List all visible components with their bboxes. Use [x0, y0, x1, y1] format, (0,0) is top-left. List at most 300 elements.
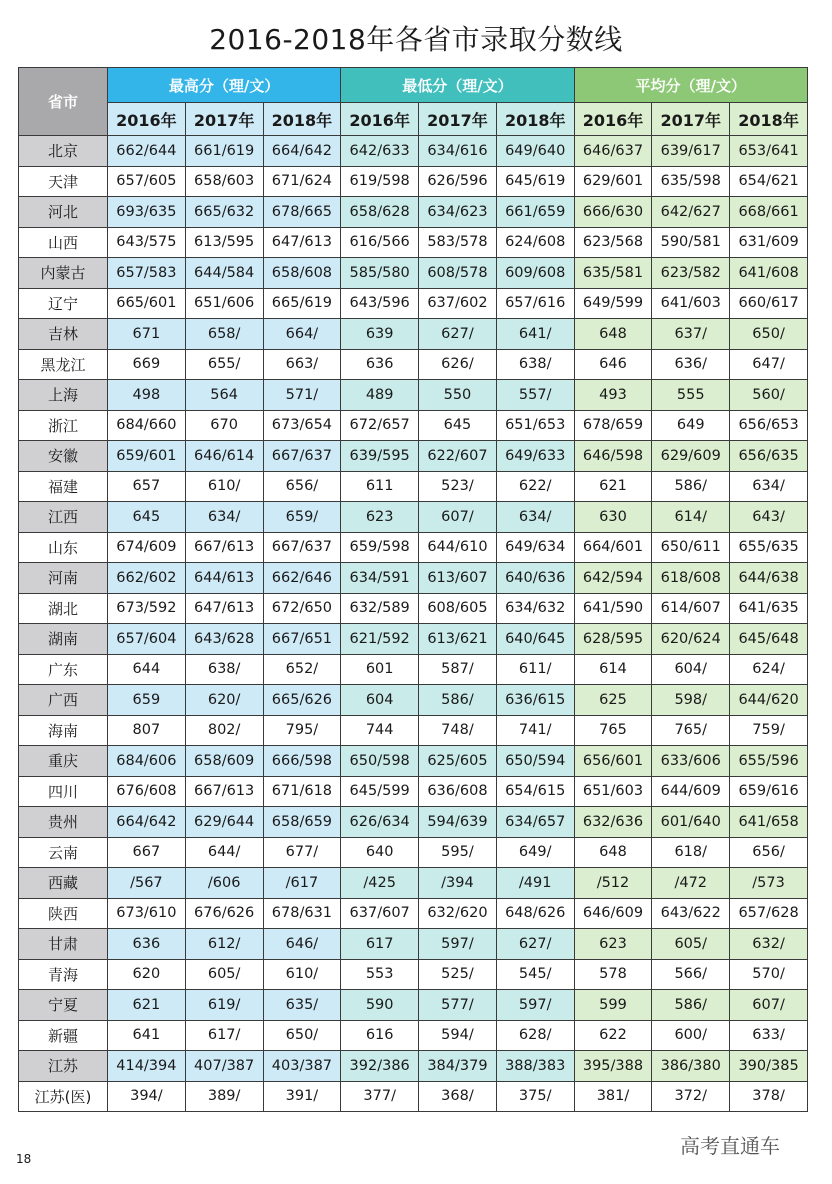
score-cell: 665/626 — [263, 685, 341, 716]
score-cell: 523/ — [419, 471, 497, 502]
score-cell: 586/ — [652, 990, 730, 1021]
score-cell: 665/601 — [108, 288, 186, 319]
score-cell: 646/609 — [574, 898, 652, 929]
score-cell: 647/613 — [185, 593, 263, 624]
score-cell: 655/596 — [730, 746, 808, 777]
score-cell: 632/636 — [574, 807, 652, 838]
score-cell: 656/601 — [574, 746, 652, 777]
score-cell: 665/632 — [185, 197, 263, 228]
score-cell: 660/617 — [730, 288, 808, 319]
score-cell: 634/632 — [496, 593, 574, 624]
table-body — [19, 136, 808, 1112]
score-cell: 595/ — [419, 837, 497, 868]
score-cell: 633/606 — [652, 746, 730, 777]
score-cell: 614 — [574, 654, 652, 685]
score-cell: 658/608 — [263, 258, 341, 289]
table-row — [19, 136, 808, 167]
province-cell: 重庆 — [19, 746, 108, 777]
table-row — [19, 563, 808, 594]
score-cell: 645 — [419, 410, 497, 441]
table-row — [19, 227, 808, 258]
score-cell: 545/ — [496, 959, 574, 990]
score-cell: 564 — [185, 380, 263, 411]
table-row — [19, 807, 808, 838]
score-cell: 656/635 — [730, 441, 808, 472]
score-cell: /472 — [652, 868, 730, 899]
year-header: 2017年 — [419, 103, 497, 136]
score-cell: 626/634 — [341, 807, 419, 838]
score-cell: 673/654 — [263, 410, 341, 441]
score-cell: 658/ — [185, 319, 263, 350]
score-cell: 639/617 — [652, 136, 730, 167]
score-cell: /606 — [185, 868, 263, 899]
group-header-row — [19, 68, 808, 103]
score-cell: 395/388 — [574, 1051, 652, 1082]
score-cell: 622/607 — [419, 441, 497, 472]
table-row — [19, 715, 808, 746]
score-cell: 765/ — [652, 715, 730, 746]
score-cell: 610/ — [263, 959, 341, 990]
score-cell: 616 — [341, 1020, 419, 1051]
score-cell: 669 — [108, 349, 186, 380]
table-row — [19, 502, 808, 533]
score-cell: 647/613 — [263, 227, 341, 258]
score-cell: /394 — [419, 868, 497, 899]
year-header: 2017年 — [185, 103, 263, 136]
score-cell: 639/595 — [341, 441, 419, 472]
score-cell: 678/659 — [574, 410, 652, 441]
score-cell: 617 — [341, 929, 419, 960]
min-score-group-header: 最低分（理/文） — [341, 68, 574, 103]
score-cell: 640/645 — [496, 624, 574, 655]
score-cell: 651/653 — [496, 410, 574, 441]
year-header-row — [19, 103, 808, 136]
score-cell: 659/601 — [108, 441, 186, 472]
table-row — [19, 1020, 808, 1051]
score-cell: 662/644 — [108, 136, 186, 167]
score-cell: 678/631 — [263, 898, 341, 929]
score-cell: 657/604 — [108, 624, 186, 655]
score-cell: 677/ — [263, 837, 341, 868]
score-cell: 583/578 — [419, 227, 497, 258]
score-cell: 627/ — [496, 929, 574, 960]
score-cell: 381/ — [574, 1081, 652, 1112]
table-row — [19, 776, 808, 807]
score-cell: /617 — [263, 868, 341, 899]
score-cell: 620/ — [185, 685, 263, 716]
table-row — [19, 898, 808, 929]
score-cell: 597/ — [496, 990, 574, 1021]
max-score-group-header: 最高分（理/文） — [108, 68, 341, 103]
table-row — [19, 959, 808, 990]
province-cell: 宁夏 — [19, 990, 108, 1021]
province-cell: 上海 — [19, 380, 108, 411]
score-cell: 610/ — [185, 471, 263, 502]
score-cell: 644 — [108, 654, 186, 685]
score-cell: 566/ — [652, 959, 730, 990]
score-cell: 391/ — [263, 1081, 341, 1112]
table-row — [19, 258, 808, 289]
table-row — [19, 441, 808, 472]
score-cell: 560/ — [730, 380, 808, 411]
score-cell: 384/379 — [419, 1051, 497, 1082]
score-cell: 641/608 — [730, 258, 808, 289]
score-cell: 748/ — [419, 715, 497, 746]
score-cell: 662/646 — [263, 563, 341, 594]
province-cell: 西藏 — [19, 868, 108, 899]
province-cell: 甘肃 — [19, 929, 108, 960]
year-header: 2016年 — [341, 103, 419, 136]
score-cell: 651/603 — [574, 776, 652, 807]
score-cell: 657/616 — [496, 288, 574, 319]
score-cell: 684/660 — [108, 410, 186, 441]
score-cell: /491 — [496, 868, 574, 899]
table-row — [19, 319, 808, 350]
score-cell: 658/628 — [341, 197, 419, 228]
score-cell: 657/628 — [730, 898, 808, 929]
score-cell: 643/596 — [341, 288, 419, 319]
table-row — [19, 929, 808, 960]
score-cell: 590 — [341, 990, 419, 1021]
province-cell: 浙江 — [19, 410, 108, 441]
score-cell: 656/ — [730, 837, 808, 868]
score-cell: 648/626 — [496, 898, 574, 929]
table-row — [19, 990, 808, 1021]
score-cell: 626/ — [419, 349, 497, 380]
score-cell: 605/ — [652, 929, 730, 960]
score-cell: 403/387 — [263, 1051, 341, 1082]
score-cell: 557/ — [496, 380, 574, 411]
score-cell: 644/620 — [730, 685, 808, 716]
score-cell: 389/ — [185, 1081, 263, 1112]
score-cell: 657 — [108, 471, 186, 502]
score-cell: 555 — [652, 380, 730, 411]
score-cell: 655/ — [185, 349, 263, 380]
province-cell: 江苏(医) — [19, 1081, 108, 1112]
province-cell: 广西 — [19, 685, 108, 716]
score-cell: 653/641 — [730, 136, 808, 167]
score-cell: 636 — [108, 929, 186, 960]
score-cell: 671 — [108, 319, 186, 350]
score-cell: 645 — [108, 502, 186, 533]
year-header: 2016年 — [108, 103, 186, 136]
avg-score-group-header: 平均分（理/文） — [574, 68, 807, 103]
score-cell: 613/607 — [419, 563, 497, 594]
score-cell: 394/ — [108, 1081, 186, 1112]
score-cell: 684/606 — [108, 746, 186, 777]
score-cell: 629/601 — [574, 166, 652, 197]
score-cell: 647/ — [730, 349, 808, 380]
score-cell: 659/616 — [730, 776, 808, 807]
score-cell: 650/ — [730, 319, 808, 350]
score-cell: 632/ — [730, 929, 808, 960]
score-cell: 633/ — [730, 1020, 808, 1051]
score-cell: 599 — [574, 990, 652, 1021]
score-cell: 651/606 — [185, 288, 263, 319]
score-cell: 608/578 — [419, 258, 497, 289]
score-cell: 613/595 — [185, 227, 263, 258]
score-cell: 634/623 — [419, 197, 497, 228]
score-cell: 759/ — [730, 715, 808, 746]
score-cell: 619/598 — [341, 166, 419, 197]
score-cell: 644/584 — [185, 258, 263, 289]
score-cell: 741/ — [496, 715, 574, 746]
score-cell: 623/568 — [574, 227, 652, 258]
score-cell: 663/ — [263, 349, 341, 380]
score-cell: 664/642 — [108, 807, 186, 838]
score-cell: 642/627 — [652, 197, 730, 228]
score-cell: 643/ — [730, 502, 808, 533]
score-cell: 641/ — [496, 319, 574, 350]
score-cell: 643/628 — [185, 624, 263, 655]
table-row — [19, 654, 808, 685]
table-row — [19, 1051, 808, 1082]
table-row — [19, 349, 808, 380]
score-cell: 616/566 — [341, 227, 419, 258]
year-header: 2017年 — [652, 103, 730, 136]
score-cell: 646/ — [263, 929, 341, 960]
score-cell: 657/583 — [108, 258, 186, 289]
province-cell: 山东 — [19, 532, 108, 563]
score-cell: 618/608 — [652, 563, 730, 594]
score-cell: 587/ — [419, 654, 497, 685]
year-header: 2018年 — [730, 103, 808, 136]
table-row — [19, 197, 808, 228]
score-cell: 636 — [341, 349, 419, 380]
score-cell: 667/637 — [263, 532, 341, 563]
score-cell: 621/592 — [341, 624, 419, 655]
score-cell: 634/ — [185, 502, 263, 533]
score-cell: 659/598 — [341, 532, 419, 563]
score-cell: 525/ — [419, 959, 497, 990]
score-cell: 802/ — [185, 715, 263, 746]
score-cell: 640 — [341, 837, 419, 868]
score-cell: 658/609 — [185, 746, 263, 777]
score-cell: 646/598 — [574, 441, 652, 472]
score-cell: 489 — [341, 380, 419, 411]
score-cell: 637/607 — [341, 898, 419, 929]
score-cell: 644/ — [185, 837, 263, 868]
score-cell: 659 — [108, 685, 186, 716]
score-cell: 577/ — [419, 990, 497, 1021]
score-cell: 661/659 — [496, 197, 574, 228]
score-cell: 600/ — [652, 1020, 730, 1051]
score-cell: 807 — [108, 715, 186, 746]
score-cell: 664/ — [263, 319, 341, 350]
province-column-header: 省市 — [19, 68, 108, 136]
score-cell: 612/ — [185, 929, 263, 960]
score-cell: 648 — [574, 319, 652, 350]
score-cell: 604/ — [652, 654, 730, 685]
score-cell: 654/615 — [496, 776, 574, 807]
table-row — [19, 1081, 808, 1112]
table-row — [19, 624, 808, 655]
score-cell: 667/613 — [185, 532, 263, 563]
score-cell: 622 — [574, 1020, 652, 1051]
province-cell: 贵州 — [19, 807, 108, 838]
score-cell: 678/665 — [263, 197, 341, 228]
score-cell: 670 — [185, 410, 263, 441]
score-cell: 578 — [574, 959, 652, 990]
score-cell: 570/ — [730, 959, 808, 990]
province-cell: 福建 — [19, 471, 108, 502]
score-cell: 649/640 — [496, 136, 574, 167]
table-row — [19, 532, 808, 563]
score-cell: 638/ — [185, 654, 263, 685]
score-cell: 650/611 — [652, 532, 730, 563]
score-cell: 795/ — [263, 715, 341, 746]
score-cell: 386/380 — [652, 1051, 730, 1082]
table-row — [19, 166, 808, 197]
province-cell: 四川 — [19, 776, 108, 807]
score-cell: 632/589 — [341, 593, 419, 624]
score-cell: 637/602 — [419, 288, 497, 319]
score-cell: 571/ — [263, 380, 341, 411]
province-cell: 河北 — [19, 197, 108, 228]
score-cell: /573 — [730, 868, 808, 899]
score-cell: 636/615 — [496, 685, 574, 716]
score-cell: 666/630 — [574, 197, 652, 228]
score-cell: 377/ — [341, 1081, 419, 1112]
score-cell: 666/598 — [263, 746, 341, 777]
table-row — [19, 380, 808, 411]
score-cell: 644/610 — [419, 532, 497, 563]
score-cell: 641/590 — [574, 593, 652, 624]
score-cell: 668/661 — [730, 197, 808, 228]
score-cell: 642/594 — [574, 563, 652, 594]
score-cell: 672/657 — [341, 410, 419, 441]
score-cell: 644/609 — [652, 776, 730, 807]
score-cell: 598/ — [652, 685, 730, 716]
score-cell: 628/595 — [574, 624, 652, 655]
score-cell: 672/650 — [263, 593, 341, 624]
score-cell: 656/ — [263, 471, 341, 502]
score-cell: 550 — [419, 380, 497, 411]
province-cell: 湖南 — [19, 624, 108, 655]
score-cell: 641 — [108, 1020, 186, 1051]
score-cell: 665/619 — [263, 288, 341, 319]
score-cell: 650/ — [263, 1020, 341, 1051]
score-cell: 608/605 — [419, 593, 497, 624]
score-cell: 657/605 — [108, 166, 186, 197]
score-cell: 649/634 — [496, 532, 574, 563]
score-cell: 493 — [574, 380, 652, 411]
score-cell: 667/613 — [185, 776, 263, 807]
score-cell: 636/608 — [419, 776, 497, 807]
score-cell: 654/621 — [730, 166, 808, 197]
score-cell: 673/610 — [108, 898, 186, 929]
score-cell: 646 — [574, 349, 652, 380]
score-cell: 498 — [108, 380, 186, 411]
page-number: 18 — [16, 1152, 32, 1166]
score-cell: 671/618 — [263, 776, 341, 807]
score-cell: 630 — [574, 502, 652, 533]
score-cell: 601/640 — [652, 807, 730, 838]
score-cell: 604 — [341, 685, 419, 716]
score-cell: 629/644 — [185, 807, 263, 838]
watermark-text: 高考直通车 — [680, 1134, 780, 1158]
score-cell: 388/383 — [496, 1051, 574, 1082]
table-row — [19, 837, 808, 868]
score-cell: 642/633 — [341, 136, 419, 167]
score-cell: 620 — [108, 959, 186, 990]
score-cell: /567 — [108, 868, 186, 899]
score-cell: 617/ — [185, 1020, 263, 1051]
score-cell: 594/ — [419, 1020, 497, 1051]
score-cell: 611 — [341, 471, 419, 502]
table-row — [19, 471, 808, 502]
table-row — [19, 288, 808, 319]
score-cell: 641/603 — [652, 288, 730, 319]
score-cell: 597/ — [419, 929, 497, 960]
score-cell: 407/387 — [185, 1051, 263, 1082]
score-cell: 601 — [341, 654, 419, 685]
score-cell: 676/608 — [108, 776, 186, 807]
province-cell: 江苏 — [19, 1051, 108, 1082]
score-cell: 676/626 — [185, 898, 263, 929]
score-cell: 648 — [574, 837, 652, 868]
province-cell: 黑龙江 — [19, 349, 108, 380]
province-cell: 青海 — [19, 959, 108, 990]
score-cell: 607/ — [419, 502, 497, 533]
table-row — [19, 868, 808, 899]
score-cell: 659/ — [263, 502, 341, 533]
score-cell: 645/648 — [730, 624, 808, 655]
score-cell: 639 — [341, 319, 419, 350]
score-cell: 414/394 — [108, 1051, 186, 1082]
score-cell: 641/658 — [730, 807, 808, 838]
score-cell: 619/ — [185, 990, 263, 1021]
score-cell: 673/592 — [108, 593, 186, 624]
score-cell: 390/385 — [730, 1051, 808, 1082]
score-cell: 634/591 — [341, 563, 419, 594]
score-cell: 628/ — [496, 1020, 574, 1051]
admission-score-table — [18, 67, 808, 1112]
score-cell: 652/ — [263, 654, 341, 685]
score-cell: 624/ — [730, 654, 808, 685]
score-cell: 664/601 — [574, 532, 652, 563]
year-header: 2018年 — [263, 103, 341, 136]
table-row — [19, 410, 808, 441]
score-cell: 614/ — [652, 502, 730, 533]
province-cell: 天津 — [19, 166, 108, 197]
score-cell: 594/639 — [419, 807, 497, 838]
score-cell: 646/637 — [574, 136, 652, 167]
score-cell: 621 — [574, 471, 652, 502]
score-cell: 634/ — [496, 502, 574, 533]
score-cell: 644/613 — [185, 563, 263, 594]
score-cell: 605/ — [185, 959, 263, 990]
score-cell: 631/609 — [730, 227, 808, 258]
score-cell: 744 — [341, 715, 419, 746]
score-cell: 650/598 — [341, 746, 419, 777]
score-cell: 637/ — [652, 319, 730, 350]
score-cell: /512 — [574, 868, 652, 899]
score-cell: 623/582 — [652, 258, 730, 289]
province-cell: 辽宁 — [19, 288, 108, 319]
score-cell: 590/581 — [652, 227, 730, 258]
score-cell: 626/596 — [419, 166, 497, 197]
score-cell: 655/635 — [730, 532, 808, 563]
score-cell: 586/ — [419, 685, 497, 716]
score-cell: 664/642 — [263, 136, 341, 167]
page-title: 2016-2018年各省市录取分数线 — [209, 23, 623, 56]
score-cell: 658/659 — [263, 807, 341, 838]
province-cell: 北京 — [19, 136, 108, 167]
score-cell: 644/638 — [730, 563, 808, 594]
score-cell: 649 — [652, 410, 730, 441]
score-cell: 621 — [108, 990, 186, 1021]
